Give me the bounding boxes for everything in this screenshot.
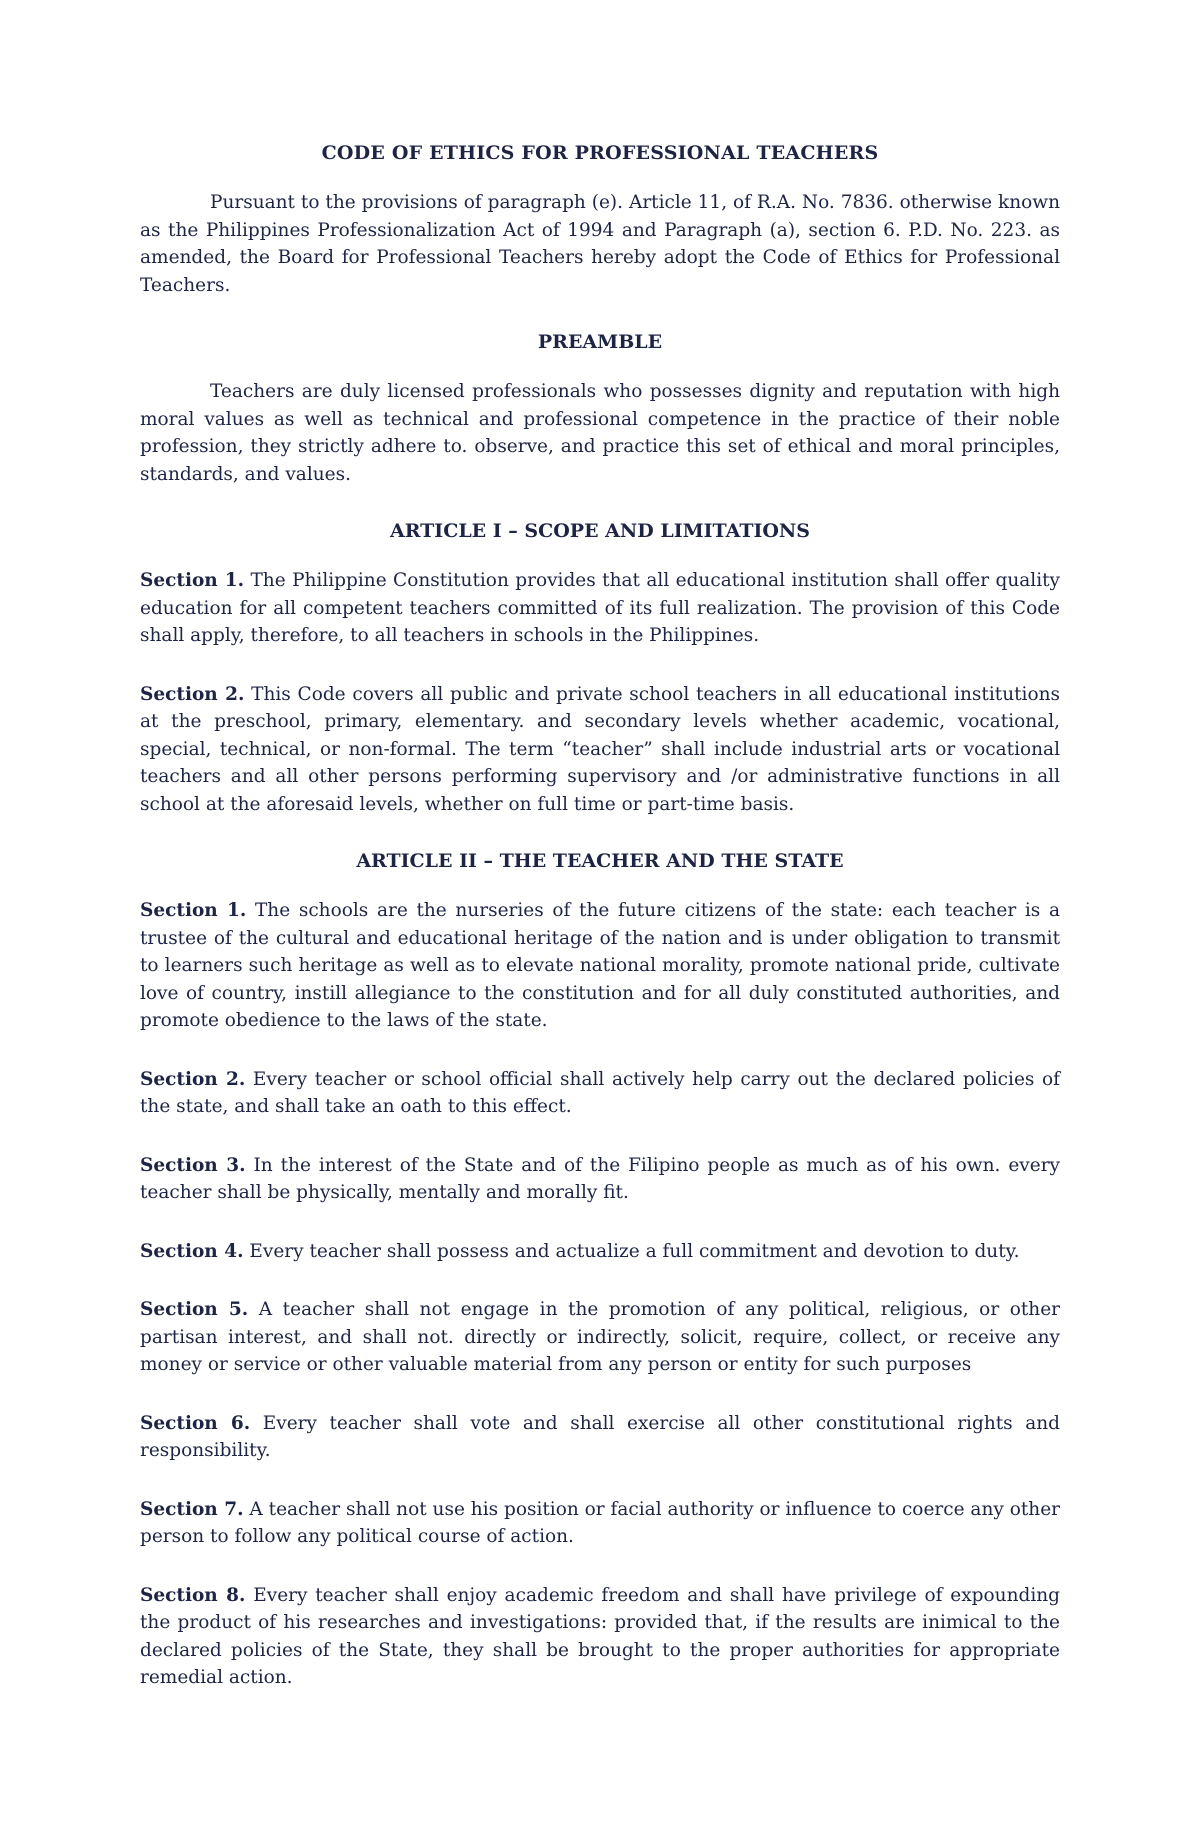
preamble-paragraph: Teachers are duly licensed professionals who possesses dignity and reputation with high moral values as well as technical and professional competence in the practice of their noble profession, they strictly adhere to. observe, and practice this set of ethical and moral principles, standards, and values. [140,381,1060,485]
section-text: The Philippine Constitution provides that all educational institution shall offer quality education for all competent teachers committed of its full realization. The provision of this Code shall apply, therefore, to all teachers in schools in the Philippines. [140,570,1060,646]
section-text: Every teacher or school official shall actively help carry out the declared policies of the state, and shall take an oath to this effect. [140,1068,1061,1117]
section-label: Section 2. [140,683,245,705]
article-2-section-2 [140,1066,1060,1121]
article-2-section-5 [140,1296,1060,1379]
section-text: A teacher shall not use his position or facial authority or influence to coerce any other person to follow any political course of action. [140,1498,1060,1547]
article-2-section-1 [140,897,1060,1035]
section-label: Section 2. [140,1068,246,1090]
document-title: CODE OF ETHICS FOR PROFESSIONAL TEACHERS [321,142,879,164]
article-1-section-2 [140,681,1060,819]
section-text: Every teacher shall enjoy academic freedom and shall have privilege of expounding the product of his researches and investigations: provided that, if the results are inimical to the declared policies of the State, they shall be brought to the proper authorities for appropriate remedial action. [140,1584,1060,1688]
section-label: Section 8. [140,1584,246,1606]
section-text: In the interest of the State and of the Filipino people as much as of his own. every teacher shall be physically, mentally and morally fit. [140,1154,1061,1203]
section-text: This Code covers all public and private school teachers in all educational institutions at the preschool, primary, elementary. and secondary levels whether academic, vocational, special, technical, or non-formal. The term “teacher” shall include industrial arts or vocational teachers and all other persons performing supervisory and /or administrative functions in all school at the aforesaid levels, whether on full time or part-time basis. [140,683,1061,815]
article-1-heading: ARTICLE I – SCOPE AND LIMITATIONS [389,520,811,542]
document-page [140,142,1060,1692]
article-2-heading: ARTICLE II – THE TEACHER AND THE STATE [356,850,844,872]
section-label: Section 6. [140,1412,251,1434]
article-2-section-3 [140,1152,1060,1207]
section-label: Section 5. [140,1299,249,1320]
section-text: Every teacher shall possess and actualize a full commitment and devotion to duty. [243,1240,1020,1262]
article-1-section-1 [140,567,1060,650]
section-label: Section 7. [140,1498,244,1520]
section-text: A teacher shall not engage in the promotion of any political, religious, or other partisan interest, and shall not. directly or indirectly, solicit, require, collect, or receive any money or service or other valuable material from any person or entity for such purposes [140,1299,1061,1375]
article-2-section-4 [140,1238,1060,1266]
section-label: Section 4. [140,1240,244,1262]
section-label: Section 1. [140,570,245,591]
intro-paragraph: Pursuant to the provisions of paragraph (e). Article 11, of R.A. No. 7836. otherwise known as the Philippines Professionalization Act of 1994 and Paragraph (a), section 6. P.D. No. 223. as amended, the Board for Professional Teachers hereby adopt the Code of Ethics for Professional Teachers. [140,192,1060,296]
section-text: Every teacher shall vote and shall exercise all other constitutional rights and responsibility. [140,1412,1060,1461]
article-2-section-7 [140,1496,1060,1551]
article-2-section-6 [140,1410,1060,1465]
section-text: The schools are the nurseries of the future citizens of the state: each teacher is a trustee of the cultural and educational heritage of the nation and is under obligation to transmit to learners such heritage as well as to elevate national morality, promote national pride, cultivate love of country, instill allegiance to the constitution and for all duly constituted authorities, and promote obedience to the laws of the state. [140,900,1060,1031]
article-2-section-8 [140,1582,1060,1692]
preamble-heading: PREAMBLE [537,331,663,353]
section-label: Section 1. [140,900,247,921]
section-label: Section 3. [140,1154,246,1176]
